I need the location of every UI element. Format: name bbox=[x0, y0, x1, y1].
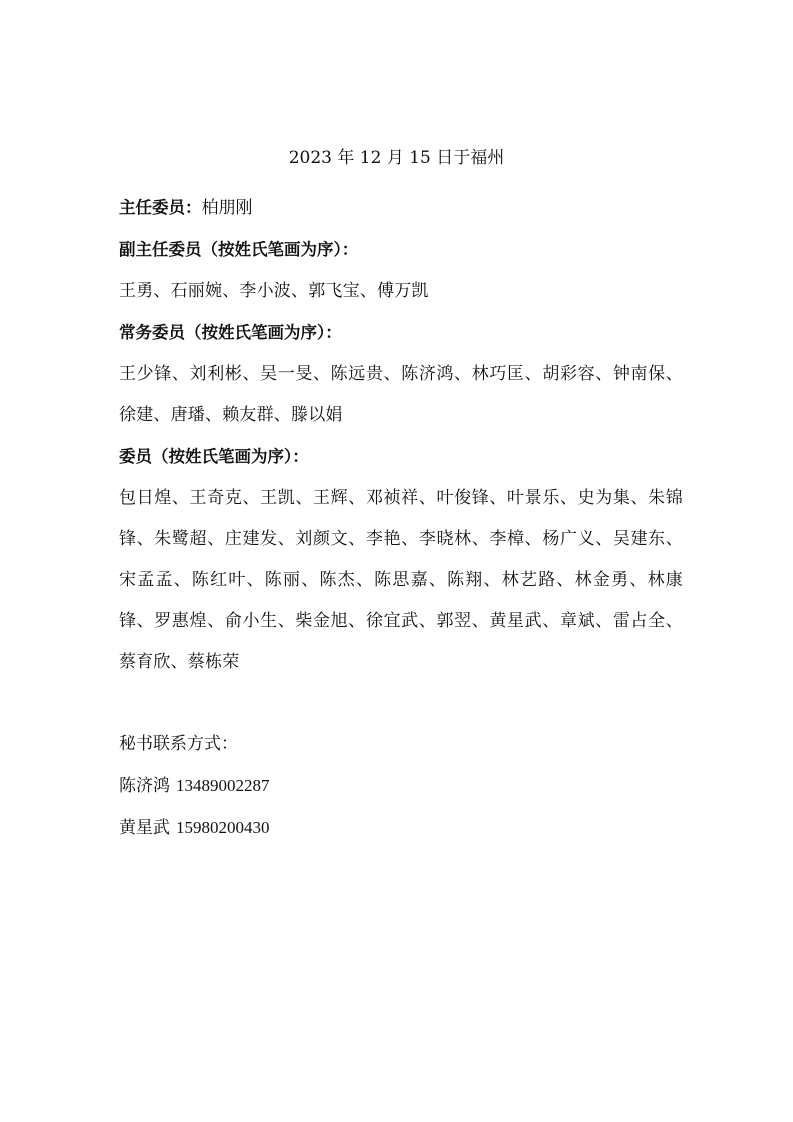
deputy-directors-heading-row bbox=[119, 229, 683, 271]
date-location-line: 2023 年 12 月 15 日于福州 bbox=[288, 148, 505, 168]
secretary-contact-phone: 15980200430 bbox=[176, 818, 270, 837]
standing-members-heading: 常务委员（按姓氏笔画为序）： bbox=[119, 323, 342, 342]
secretary-contact-row bbox=[119, 765, 683, 807]
secretary-contact-name: 黄星武 bbox=[119, 818, 170, 838]
secretary-heading: 秘书联系方式： bbox=[119, 734, 238, 754]
standing-members-heading-row bbox=[119, 312, 683, 354]
director-name: 柏朋刚 bbox=[201, 198, 253, 218]
deputy-directors-heading: 副主任委员（按姓氏笔画为序）： bbox=[119, 240, 359, 259]
members-heading-row bbox=[119, 436, 683, 478]
members-heading: 委员（按姓氏笔画为序）： bbox=[119, 447, 309, 466]
secretary-contact-name: 陈济鸿 bbox=[119, 776, 170, 796]
director-row bbox=[119, 187, 683, 229]
deputy-directors-names: 王勇、石丽婉、李小波、郭飞宝、傅万凯 bbox=[119, 281, 429, 301]
members-names: 包日煌、王奇克、王凯、王辉、邓祯祥、叶俊锋、叶景乐、史为集、朱锦锋、朱鹭超、庄建发、刘颜文、李艳、李晓林、李樟、杨广义、吴建东、宋孟孟、陈红叶、陈丽、陈杰、陈思嘉、陈翔、林艺路、林金勇、林康锋、罗惠煌、俞小生、柴金旭、徐宜武、郭翌、黄星武、章斌、雷占全、蔡育欣、蔡栋荣 bbox=[119, 488, 683, 672]
secretary-contact-phone: 13489002287 bbox=[176, 776, 270, 795]
standing-members-names: 王少锋、刘利彬、吴一旻、陈远贵、陈济鸿、林巧匡、胡彩容、钟南保、徐建、唐璠、赖友群、滕以娟 bbox=[119, 364, 683, 425]
section-spacer bbox=[119, 683, 683, 724]
director-label: 主任委员： bbox=[119, 198, 202, 217]
committee-list bbox=[119, 187, 683, 849]
secretary-contact-row bbox=[119, 807, 683, 849]
